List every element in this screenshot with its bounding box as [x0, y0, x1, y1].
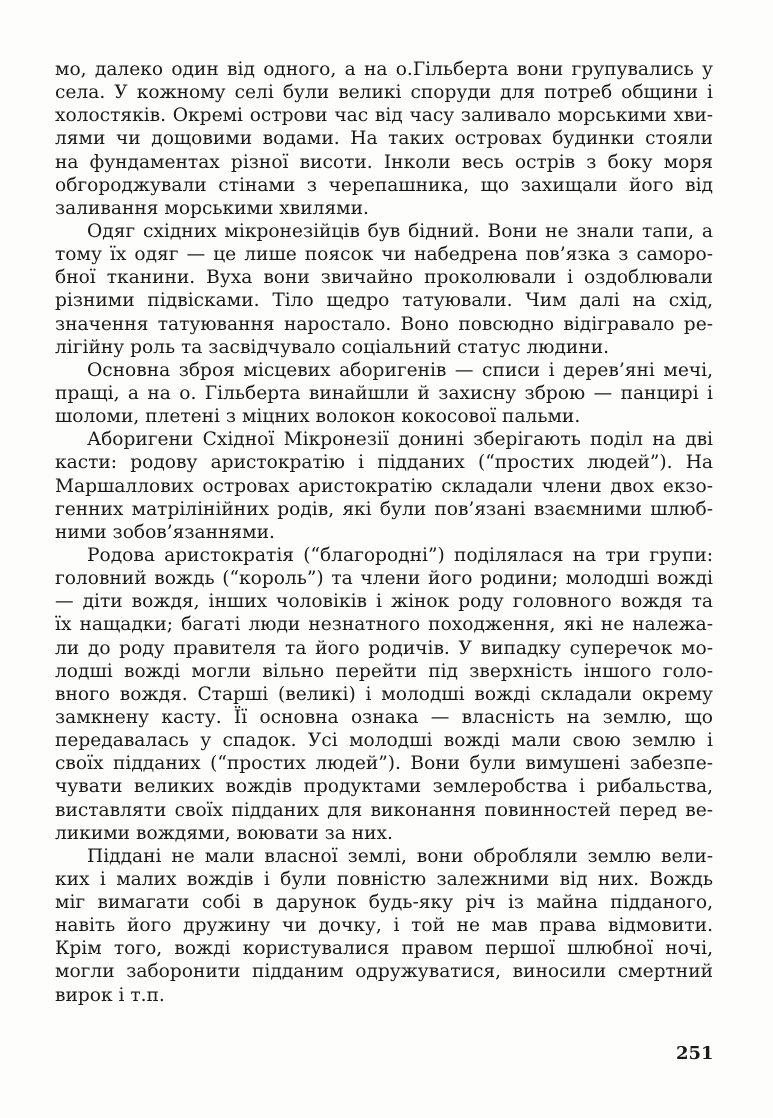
text-line: тому їх одяг — це лише поясок чи набедрена пов’язка з саморо- [55, 244, 713, 266]
text-line: вирок і т.п. [55, 984, 165, 1006]
text-line: міг вимагати собі в дарунок будь-яку річ із майна підданого, [55, 892, 713, 914]
text-line: Аборигени Східної Мікронезії донині зберігають поділ на дві [87, 429, 713, 451]
text-line: Родова аристократія (“благородні”) поділялася на три групи: [87, 544, 713, 566]
page-number: 251 [676, 1043, 714, 1064]
text-line: на фундаментах різної висоти. Інколи весь острів з боку моря [55, 151, 713, 173]
text-line: лодші вожді могли вільно перейти під зверхність іншого голо- [55, 660, 713, 682]
text-line: передавалась у спадок. Усі молодші вожді мали свою землю і [55, 730, 713, 752]
text-line: Крім того, вожді користувалися правом першої шлюбної ночі, [55, 938, 713, 960]
text-line: касти: родову аристократію і підданих (“простих людей”). На [55, 452, 713, 474]
text-line: села. У кожному селі були великі споруди для потреб общини і [55, 82, 713, 104]
text-line: — діти вождя, інших чоловіків і жінок роду головного вождя та [55, 591, 713, 613]
text-line: шоломи, плетені з міцних волокон кокосової пальми. [55, 406, 581, 428]
text-line: значення татуювання наростало. Воно повсюдно відігравало ре- [55, 313, 713, 335]
text-line: головний вождь (“король”) та члени його родини; молодші вожді [55, 568, 713, 590]
text-line: генних матрілінійних родів, які були пов’язані взаємними шлюб- [55, 498, 713, 520]
text-line: їх нащадки; багаті люди незнатного походження, які не належа- [55, 614, 713, 636]
text-line: Піддані не мали власної землі, вони обробляли землю вели- [87, 845, 713, 867]
text-line: лігійну роль та засвідчувало соціальний статус людини. [55, 336, 610, 358]
text-line: ких і малих вождів і були повністю залежними від них. Вождь [55, 868, 713, 890]
text-line: мо, далеко один від одного, а на о.Гільберта вони групувались у [55, 59, 713, 80]
text-line: ними зобов’язаннями. [55, 521, 275, 543]
text-line: виставляти своїх підданих для виконання повинностей перед ве- [55, 799, 713, 821]
body-text [55, 58, 713, 1007]
text-line: Маршаллових островах аристократію складали члени двох екзо- [55, 475, 713, 497]
text-line: обгороджували стінами з черепашника, що захищали його від [55, 174, 713, 196]
text-line: бної тканини. Вуха вони звичайно проколювали і оздоблювали [55, 267, 713, 289]
text-line: заливання морськими хвилями. [55, 197, 369, 219]
text-line: ликими вождями, воювати за них. [55, 822, 393, 844]
text-line: різними підвісками. Тіло щедро татуювали. Чим далі на схід, [55, 290, 713, 312]
text-line: Основна зброя місцевих аборигенів — списи і дерев’яні мечі, [87, 359, 713, 381]
text-line: замкнену касту. Її основна ознака — власність на землю, що [55, 706, 713, 728]
text-line: навіть його дружину чи дочку, і той не мав права відмовити. [55, 915, 713, 937]
text-line: Одяг східних мікронезійців був бідний. Вони не знали тапи, а [87, 220, 713, 242]
text-line: своїх підданих (“простих людей”). Вони були вимушені забезпе- [55, 753, 713, 775]
text-line: холостяків. Окремі острови час від часу заливало морськими хви- [55, 105, 713, 127]
text-line: чувати великих вождів продуктами землеробства і рибальства, [55, 776, 713, 798]
text-line: вного вождя. Старші (великі) і молодші вожді складали окрему [55, 683, 713, 705]
text-line: пращі, а на о. Гільберта винайшли й захисну зброю — панцирі і [55, 382, 713, 404]
text-line: ли до роду правителя та його родичів. У випадку суперечок мо- [55, 637, 713, 659]
text-line: могли заборонити підданим одружуватися, виносили смертний [55, 961, 713, 983]
text-line: лями чи дощовими водами. На таких островах будинки стояли [55, 128, 713, 150]
